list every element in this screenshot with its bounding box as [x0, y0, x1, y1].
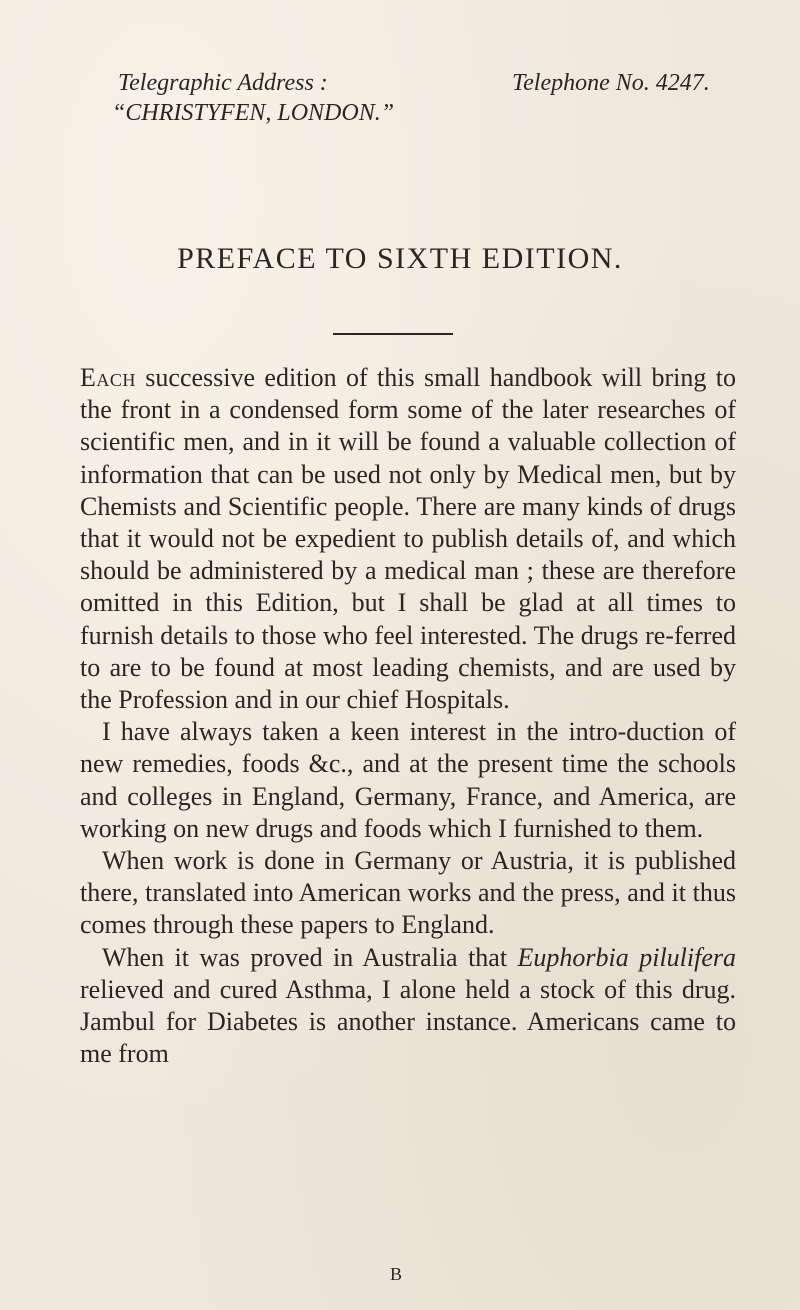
paragraph-3: When work is done in Germany or Austria, it is published there, translated into American works and the press, and it thus comes through these papers to England.	[80, 846, 736, 940]
title-divider	[333, 333, 453, 335]
paragraph-1-text: successive edition of this small handbook will bring to the front in a condensed form some of the later researches of scientific men, and in it will be found a valuable collection of information that can be used not only by Medical men, but by Chemists and Scientific people. There are many kinds of drugs that it would not be expedient to publish details of, and which should be administered by a medical man ; these are therefore omitted in this Edition, but I shall be glad at all times to furnish details to those who feel interested. The drugs re-ferred to are to be found at most leading chemists, and are used by the Profession and in our chief Hospitals.	[80, 363, 736, 715]
telegraphic-address-value: “CHRISTYFEN, LONDON.”	[112, 100, 395, 126]
first-word: Each	[80, 363, 136, 392]
paragraph-1	[80, 362, 736, 716]
preface-body	[80, 362, 736, 1070]
paragraph-4-text-b: relieved and cured Asthma, I alone held a stock of this drug. Jambul for Diabetes is another instance. Americans came to me from	[80, 974, 736, 1069]
paragraph-4-text-a: When it was proved in Australia that	[102, 942, 518, 972]
telephone-number: Telephone No. 4247.	[512, 70, 710, 96]
telegraphic-address	[112, 68, 395, 128]
paragraph-2: I have always taken a keen interest in the intro-duction of new remedies, foods &c., and at the present time the schools and colleges in England, Germany, France, and America, are working on new drugs and foods which I furnished to them.	[80, 717, 736, 843]
signature-mark: B	[390, 1264, 403, 1284]
paragraph-4-italic: Euphorbia pilulifera	[517, 942, 736, 972]
telegraphic-address-label: Telegraphic Address :	[118, 70, 328, 96]
paragraph-4	[80, 942, 736, 1071]
page-title: PREFACE TO SIXTH EDITION.	[177, 242, 623, 275]
